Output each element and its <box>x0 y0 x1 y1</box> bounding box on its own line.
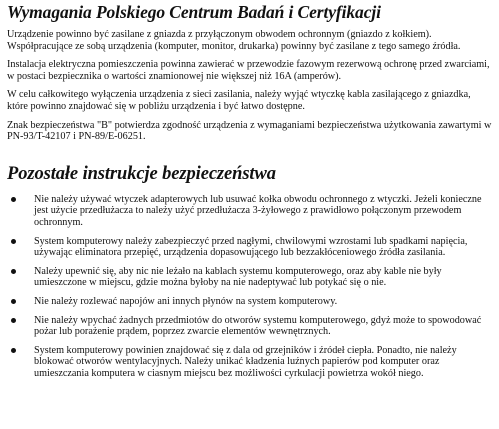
safety-instructions-list <box>7 194 493 380</box>
bullet-icon <box>11 318 16 323</box>
section-title-pcbc: Wymagania Polskiego Centrum Badań i Certyfikacji <box>7 2 381 22</box>
list-item <box>7 266 493 289</box>
list-item <box>7 296 493 308</box>
list-item <box>7 345 493 380</box>
bullet-icon <box>11 348 16 353</box>
bullet-icon <box>11 299 16 304</box>
list-item-text: Nie należy używać wtyczek adapterowych lub usuwać kołka obwodu ochronnego z wtyczki. Jeżeli konieczne jest użycie przedłużacza to należy użyć przedłużacza 3-żyłowego z prawidłowo połączonym przewodem ochronnym. <box>34 193 482 228</box>
bullet-icon <box>11 239 16 244</box>
list-item-text: System komputerowy należy zabezpieczyć przed nagłymi, chwilowymi wzrostami lub spadkami napięcia, używając eliminatora przepięć, urządzenia dopasowującego lub bezzakłóceniowego źródła zasilania. <box>34 235 468 259</box>
list-item <box>7 194 493 229</box>
list-item <box>7 236 493 259</box>
bullet-icon <box>11 269 16 274</box>
paragraph-electrical-installation: Instalacja elektryczna pomieszczenia powinna zawierać w przewodzie fazowym rezerwową ochronę przed zwarciami, w postaci bezpiecznika o wartości znamionowej nie większej niż 16A (amperów). <box>7 59 490 82</box>
paragraph-safety-mark: Znak bezpieczeństwa "B" potwierdza zgodność urządzenia z wymaganiami bezpieczeństwa użytkowania zawartymi w PN-93/T-42107 i PN-89/E-06251. <box>7 119 492 143</box>
list-item-text: Nie należy rozlewać napojów ani innych płynów na system komputerowy. <box>34 295 338 307</box>
section-title-other-instructions: Pozostałe instrukcje bezpieczeństwa <box>7 163 276 184</box>
list-item-text: Nie należy wpychać żadnych przedmiotów do otworów systemu komputerowego, gdyż może to spowodować pożar lub porażenie prądem, poprzez zwarcie elementów wewnętrznych. <box>34 314 482 338</box>
paragraph-power-disconnect: W celu całkowitego wyłączenia urządzenia z sieci zasilania, należy wyjąć wtyczkę kabla zasilającego z gniazdka, które powinno znajdować się w pobliżu urządzenia i być łatwo dostępne. <box>7 89 471 112</box>
bullet-icon <box>11 197 16 202</box>
list-item <box>7 315 493 338</box>
list-item-text: System komputerowy powinien znajdować się z dala od grzejników i źródeł ciepła. Ponadto, nie należy blokować otworów wentylacyjnych. Należy unikać kładzenia luźnych papierów pod komputer oraz umieszczania komputera w ciasnym miejscu bez możliwości cyrkulacji powietrza wokół niego. <box>34 344 457 379</box>
list-item-text: Należy upewnić się, aby nic nie leżało na kablach systemu komputerowego, oraz aby kable nie były umieszczone w miejscu, gdzie można byłoby na nie nadeptywać lub potykać się o nie. <box>34 265 442 289</box>
paragraph-power-socket: Urządzenie powinno być zasilane z gniazda z przyłączonym obwodem ochronnym (gniazdo z kołkiem). Współpracujące ze sobą urządzenia (komputer, monitor, drukarka) powinny być zasilane z tego samego źródła. <box>7 29 461 52</box>
